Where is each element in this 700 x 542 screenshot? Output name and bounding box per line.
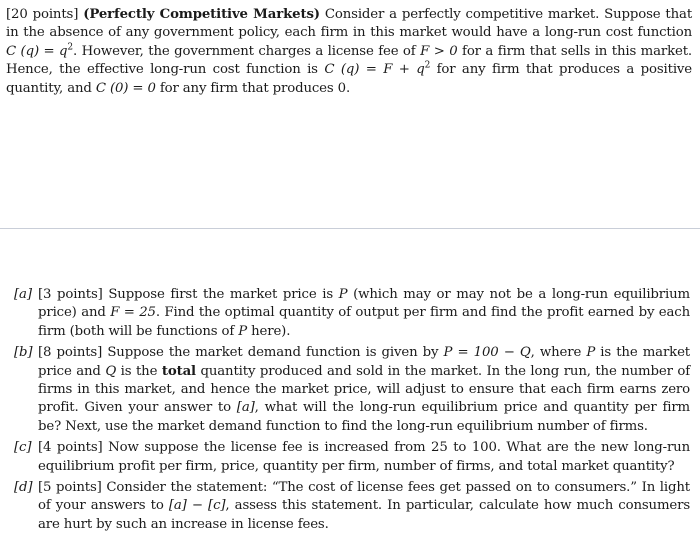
part-c-label: [c] [14,440,32,456]
part-c-points: [4 points] [38,440,103,456]
problem-intro: [20 points] (Perfectly Competitive Markets) Consider a perfectly competitive market. Suppose that in the absence of any government policy, each firm in this market would have a long-run cost function C $(q) = q^2$. However, the government charges a license fee of F > 0 for a firm that sells in this market. Hence, the effective long-run cost function is C $(q) = F + q^2$ for any firm that produces a positive quantity, and C (0) = 0 for any firm that produces 0. [6,7,693,96]
part-b: [b] [8 points] Suppose the market demand function is given by P = 100 − Q, where P is the market price and Q is the total quantity produced and sold in the market. In the long run, the number of firms in this market, and hence the market price, will adjust to ensure that each firm earns zero profit. Given your answer to [a], what will the long-run equilibrium price and quantity per firm be? Next, use the market demand function to find the long-run equilibrium number of firms. [14,345,690,434]
section-divider [0,228,700,229]
part-c: [c] [4 points] Now suppose the license fee is increased from 25 to 100. What are the new long-run equilibrium profit per firm, price, quantity per firm, number of firms, and total market quantity? [14,440,690,474]
part-d-label: [d] [14,480,33,496]
part-b-label: [b] [14,345,33,361]
math-effective-cost: C (q) = F + q [324,62,425,78]
problem-points: [20 points] [6,7,79,22]
math-cost-function: C (q) = q [6,43,68,59]
part-a-label: [a] [14,287,32,302]
part-b-points: [8 points] [38,345,103,361]
part-a: [a] [3 points] Suppose first the market price is P (which may or may not be a long-run equilibrium price) and F = 25. Find the optimal quantity of output per firm and find the profit earned by each firm (both will be functions of P here). [14,287,691,339]
part-d-points: [5 points] [38,480,102,496]
part-a-points: [3 points] [38,287,103,302]
math-zero-cost: C (0) = 0 [95,80,156,96]
part-d: [d] [5 points] Consider the statement: “The cost of license fees get passed on to consumers.” In light of your answers to [a] − [c], assess this statement. In particular, calculate how much consumers are hurt by such an increase in license fees. [14,480,690,532]
math-license-fee: F > 0 [420,43,458,59]
problem-title: (Perfectly Competitive Markets) [83,7,320,22]
parts-list [14,286,690,537]
